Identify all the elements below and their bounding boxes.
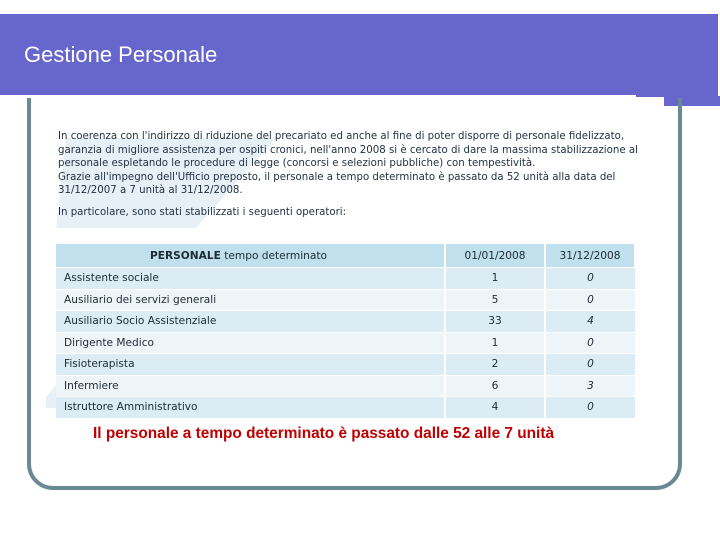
table-row bbox=[56, 375, 635, 397]
row-value-start: 2 bbox=[445, 354, 545, 376]
table-row bbox=[56, 354, 635, 376]
row-value-start: 33 bbox=[445, 311, 545, 333]
row-name: Infermiere bbox=[56, 375, 445, 397]
row-value-end: 0 bbox=[545, 268, 635, 290]
paragraph-line: In coerenza con l'indirizzo di riduzione del precariato ed anche al fine di poter disporre di personale fidelizzato, bbox=[58, 131, 625, 142]
table-row bbox=[56, 289, 635, 311]
table-row bbox=[56, 332, 635, 354]
column-header-date-end: 31/12/2008 bbox=[545, 244, 635, 268]
staff-table bbox=[56, 244, 636, 418]
row-value-start: 1 bbox=[445, 332, 545, 354]
table-row bbox=[56, 311, 635, 333]
row-value-start: 6 bbox=[445, 375, 545, 397]
row-value-end: 0 bbox=[545, 332, 635, 354]
column-header-date-start: 01/01/2008 bbox=[445, 244, 545, 268]
row-value-end: 0 bbox=[545, 397, 635, 418]
row-value-end: 4 bbox=[545, 311, 635, 333]
row-name: Ausiliario Socio Assistenziale bbox=[56, 311, 445, 333]
paragraph-line: personale espletando le procedure di legge (concorsi e selezioni pubbliche) con tempestività. bbox=[58, 158, 536, 170]
table-header-row bbox=[56, 244, 635, 268]
paragraph-line: Grazie all'impegno dell'Ufficio preposto, il personale a tempo determinato è passato da 52 unità alla data del bbox=[58, 171, 616, 183]
row-value-start: 4 bbox=[445, 397, 545, 418]
row-name: Istruttore Amministrativo bbox=[56, 397, 445, 418]
paragraph-line: 31/12/2007 a 7 unità al 31/12/2008. bbox=[58, 185, 243, 197]
column-header-personale: PERSONALE tempo determinato bbox=[56, 244, 445, 268]
row-value-end: 0 bbox=[545, 289, 635, 311]
table-row bbox=[56, 268, 635, 290]
row-value-start: 5 bbox=[445, 289, 545, 311]
document-image bbox=[46, 108, 646, 420]
slide-caption: Il personale a tempo determinato è passato dalle 52 alle 7 unità bbox=[93, 425, 555, 442]
row-value-start: 1 bbox=[445, 268, 545, 290]
title-underline bbox=[0, 95, 636, 98]
row-value-end: 0 bbox=[545, 354, 635, 376]
row-name: Assistente sociale bbox=[56, 268, 445, 290]
document-paragraph bbox=[58, 130, 638, 220]
row-name: Ausiliario dei servizi generali bbox=[56, 289, 445, 311]
table-row bbox=[56, 397, 635, 418]
row-name: Fisioterapista bbox=[56, 354, 445, 376]
slide-title: Gestione Personale bbox=[24, 42, 218, 67]
row-name: Dirigente Medico bbox=[56, 332, 445, 354]
paragraph-line: garanzia di migliore assistenza per ospiti cronici, nell'anno 2008 si è cercato di dare la massima stabilizzazione al bbox=[58, 144, 638, 156]
title-bar bbox=[0, 14, 718, 97]
row-value-end: 3 bbox=[545, 375, 635, 397]
intro-line: In particolare, sono stati stabilizzati i seguenti operatori: bbox=[58, 206, 347, 218]
